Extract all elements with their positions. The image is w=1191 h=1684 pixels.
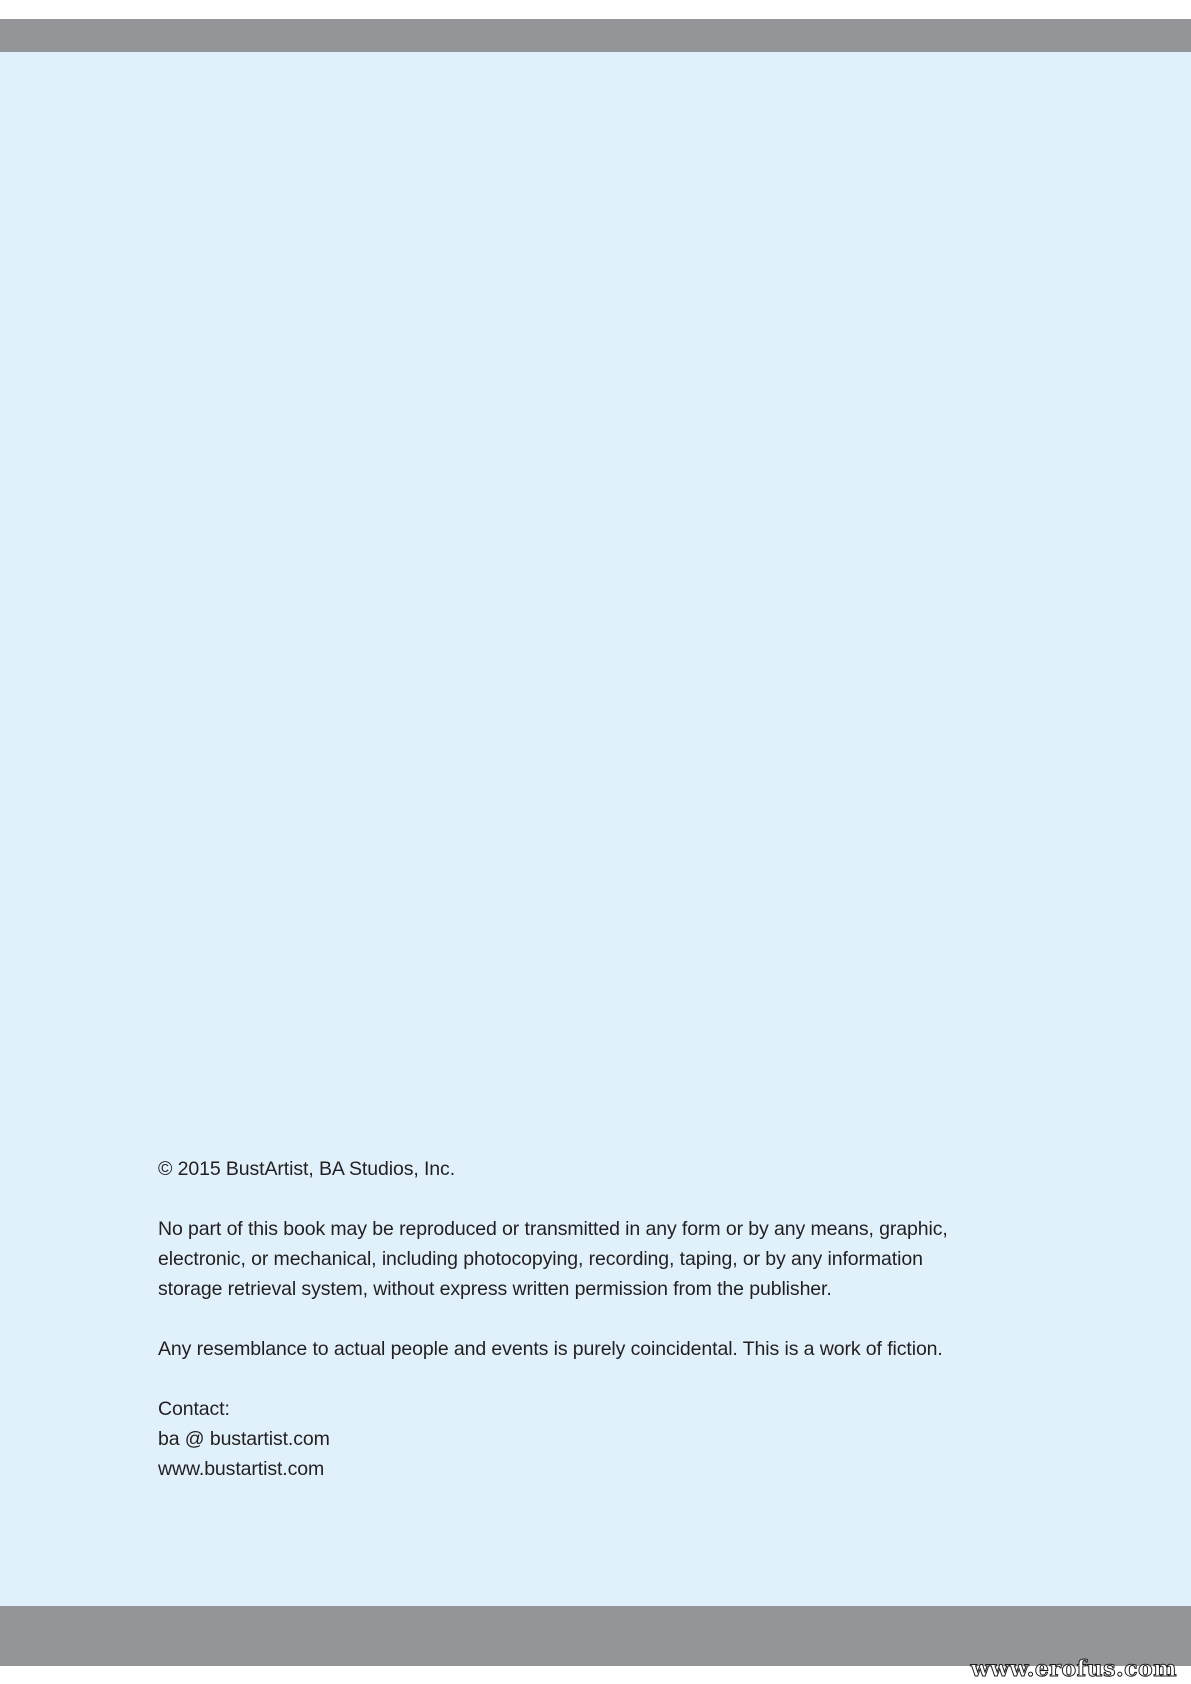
legal-text-block: [158, 1154, 1038, 1484]
rights-paragraph: [158, 1214, 1038, 1304]
top-gray-bar: [0, 19, 1191, 52]
contact-label: Contact:: [158, 1398, 230, 1420]
contact-email: ba @ bustartist.com: [158, 1428, 330, 1450]
rights-line: electronic, or mechanical, including photocopying, recording, taping, or by any information: [158, 1248, 923, 1270]
contact-section: [158, 1394, 1038, 1484]
rights-line: storage retrieval system, without express written permission from the publisher.: [158, 1278, 832, 1300]
contact-website: www.bustartist.com: [158, 1458, 325, 1480]
watermark: www.erofus.com: [970, 1656, 1177, 1682]
copyright-notice: © 2015 BustArtist, BA Studios, Inc.: [158, 1158, 456, 1180]
rights-line: No part of this book may be reproduced or transmitted in any form or by any means, graphic,: [158, 1218, 948, 1240]
fiction-disclaimer: Any resemblance to actual people and events is purely coincidental. This is a work of fiction.: [158, 1338, 943, 1360]
